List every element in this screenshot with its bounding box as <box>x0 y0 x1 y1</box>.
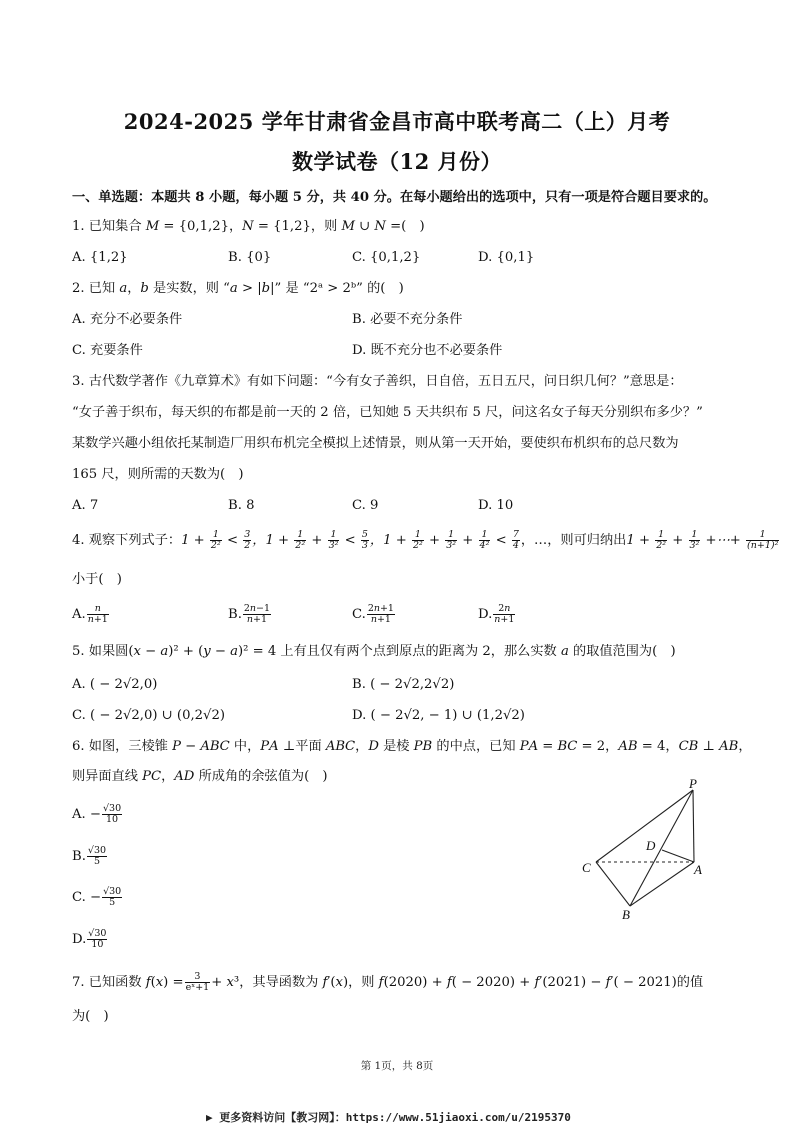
question-3-line: 3. 古代数学著作《九章算术》有如下问题：“今有女子善织，日自倍，五日五尺，问日织几何？”意思是： <box>72 374 683 389</box>
vertex-label-a: A <box>694 862 702 877</box>
q3-option-c: C. 9 <box>352 498 379 513</box>
resource-banner-link[interactable]: ▶ 更多资料访问【教习网】：https://www.51jiaoxi.com/u/2195370 <box>206 1111 571 1124</box>
q4-option-a <box>72 604 110 625</box>
segment-ad <box>662 850 694 862</box>
q4-inequality-2: 1 + $\frac{1}{\text{2²}}$ + $\frac{1}{\text{3²}}$ < $\frac{5}{3}$ ， <box>265 529 384 551</box>
q5-option-c: C. ( − 2√2,0) ∪ (0,2√2) <box>72 708 225 723</box>
edge-ba <box>630 862 694 906</box>
q6-option-label: D. <box>72 932 87 947</box>
frac-num: √30 <box>102 803 122 814</box>
q6-option-b <box>72 846 108 867</box>
vertex-label-b: B <box>622 907 630 922</box>
q4-inequality-1: 1 + $\frac{1}{\text{2²}}$ < $\frac{3}{2}$ ， <box>181 529 266 551</box>
page-title: 2024-2025 学年甘肃省金昌市高中联考高二（上）月考 <box>123 109 671 134</box>
page-footer: 第 1页，共 8页 <box>360 1060 434 1072</box>
frac-den: 5 <box>93 856 100 867</box>
q3-option-d: D. 10 <box>478 498 514 513</box>
q1-option-c: C. {0,1,2} <box>352 250 421 265</box>
edge-pb <box>630 790 693 906</box>
pyramid-figure <box>578 778 718 923</box>
question-4-stem <box>72 530 780 551</box>
q1-option-a: A. {1,2} <box>72 250 128 265</box>
q4-option-d <box>478 604 516 625</box>
question-2-stem: 2. 已知 𝑎，𝑏 是实数，则 “𝑎 > |𝑏|” 是 “2ᵃ > 2ᵇ” 的( ) <box>72 281 404 296</box>
frac-num: √30 <box>103 886 122 897</box>
question-1-stem: 1. 已知集合 𝑀 = {0,1,2}，𝑁 = {1,2}，则 𝑀 ∪ 𝑁 =( ) <box>72 219 425 234</box>
question-5-stem: 5. 如果圆(𝑥 − 𝑎)² + (𝑦 − 𝑎)² = 4 上有且仅有两个点到原点的距离为 2，那么实数 𝑎 的取值范围为( ) <box>72 644 676 659</box>
question-6-stem: 6. 如图，三棱锥 𝑃 − 𝐴𝐵𝐶 中，𝑃𝐴 ⊥平面 𝐴𝐵𝐶，𝐷 是棱 𝑃𝐵 的中点，已知 𝑃𝐴 = 𝐵𝐶 = 2，𝐴𝐵 = 4，𝐶𝐵 ⊥ 𝐴𝐵， <box>72 739 752 754</box>
q5-option-b: B. ( − 2√2,2√2) <box>352 677 455 692</box>
frac-num: 𝑛 <box>87 604 109 615</box>
q4-option-label: D. <box>478 607 493 622</box>
frac-den: 𝑛+1 <box>370 614 391 625</box>
frac-den: eˣ+1 <box>185 982 210 993</box>
q2-option-d: D. 既不充分也不必要条件 <box>352 343 503 358</box>
vertex-label-p: P <box>689 778 697 791</box>
question-3-line: “女子善于织布，每天织的布都是前一天的 2 倍，已知她 5 天共织布 5 尺，问这名女子每天分别织布多少？” <box>72 405 703 420</box>
frac-num: 2𝑛−1 <box>243 603 271 614</box>
vertex-label-c: C <box>582 860 591 875</box>
question-3-line: 某数学兴趣小组依托某制造厂用织布机完全模拟上述情景，则从第一天开始，要使织布机织布的总尺数为 <box>72 436 679 451</box>
q4-ellipsis: ，…，则可归纳出 <box>520 533 627 548</box>
frac-num: √30 <box>88 928 107 939</box>
frac-den: 10 <box>91 939 104 950</box>
q6-option-label: C. − <box>72 890 102 905</box>
q4-option-c <box>352 604 396 625</box>
edge-pc <box>596 790 693 862</box>
frac-num: 2𝑛+1 <box>367 603 394 614</box>
edge-cb <box>596 862 630 906</box>
section-heading: 一、单选题：本题共 8 小题，每小题 5 分，共 40 分。在每小题给出的选项中，只有一项是符合题目要求的。 <box>72 190 717 205</box>
frac-num: 2𝑛 <box>493 604 515 615</box>
q5-option-d: D. ( − 2√2, − 1) ∪ (1,2√2) <box>352 708 525 723</box>
q3-option-a: A. 7 <box>72 498 99 513</box>
question-6-stem-2: 则异面直线 𝑃𝐶，𝐴𝐷 所成角的余弦值为( ) <box>72 769 328 784</box>
frac-num: √30 <box>87 845 107 856</box>
vertex-label-d: D <box>646 838 656 853</box>
q7-rest: + 𝑥³，其导函数为 𝑓′(𝑥)，则 𝑓(2020) + 𝑓( − 2020) + 𝑓′(2021) − 𝑓′( − 2021)的值 <box>211 975 704 990</box>
q6-option-c <box>72 887 123 908</box>
q2-option-b: B. 必要不充分条件 <box>352 312 463 327</box>
page-subtitle: 数学试卷（12 月份） <box>291 149 503 174</box>
question-7-stem <box>72 972 703 993</box>
edge-pa <box>693 790 694 862</box>
q4-option-label: A. <box>72 607 86 622</box>
q2-option-a: A. 充分不必要条件 <box>72 312 183 327</box>
q4-general-sum: 1 + $\frac{1}{\text{2²}}$ + $\frac{1}{\text{3²}}$ +⋯+ $\frac{1}{\text{(𝑛+1)²}}$ <box>626 529 779 551</box>
q4-option-label: B. <box>228 607 242 622</box>
q4-option-label: C. <box>352 607 366 622</box>
q3-option-b: B. 8 <box>228 498 255 513</box>
question-3-line: 165 尺，则所需的天数为( ) <box>72 467 244 482</box>
q4-prefix: 4. 观察下列式子： <box>72 533 182 548</box>
q6-option-label: B. <box>72 849 86 864</box>
frac-den: 𝑛+1 <box>87 614 108 625</box>
question-4-tail: 小于( ) <box>72 572 122 587</box>
q1-option-d: D. {0,1} <box>478 250 535 265</box>
q4-inequality-3: 1 + $\frac{1}{\text{2²}}$ + $\frac{1}{\text{3²}}$ + $\frac{1}{\text{4²}}$ < $\frac{7}{4}$ <box>383 529 519 551</box>
q6-option-d <box>72 929 108 950</box>
frac-den: 5 <box>109 897 116 908</box>
q6-option-a <box>72 804 123 825</box>
frac-den: 𝑛+1 <box>494 614 515 625</box>
frac-den: 10 <box>106 814 119 825</box>
frac-num: 3 <box>185 972 211 983</box>
question-7-tail: 为( ) <box>72 1009 109 1024</box>
frac-den: 𝑛+1 <box>246 614 268 625</box>
q1-option-b: B. {0} <box>228 250 272 265</box>
q4-option-b <box>228 604 272 625</box>
q7-prefix: 7. 已知函数 𝑓(𝑥) = <box>72 975 184 990</box>
q6-option-label: A. − <box>72 807 101 822</box>
q2-option-c: C. 充要条件 <box>72 343 143 358</box>
q5-option-a: A. ( − 2√2,0) <box>72 677 158 692</box>
